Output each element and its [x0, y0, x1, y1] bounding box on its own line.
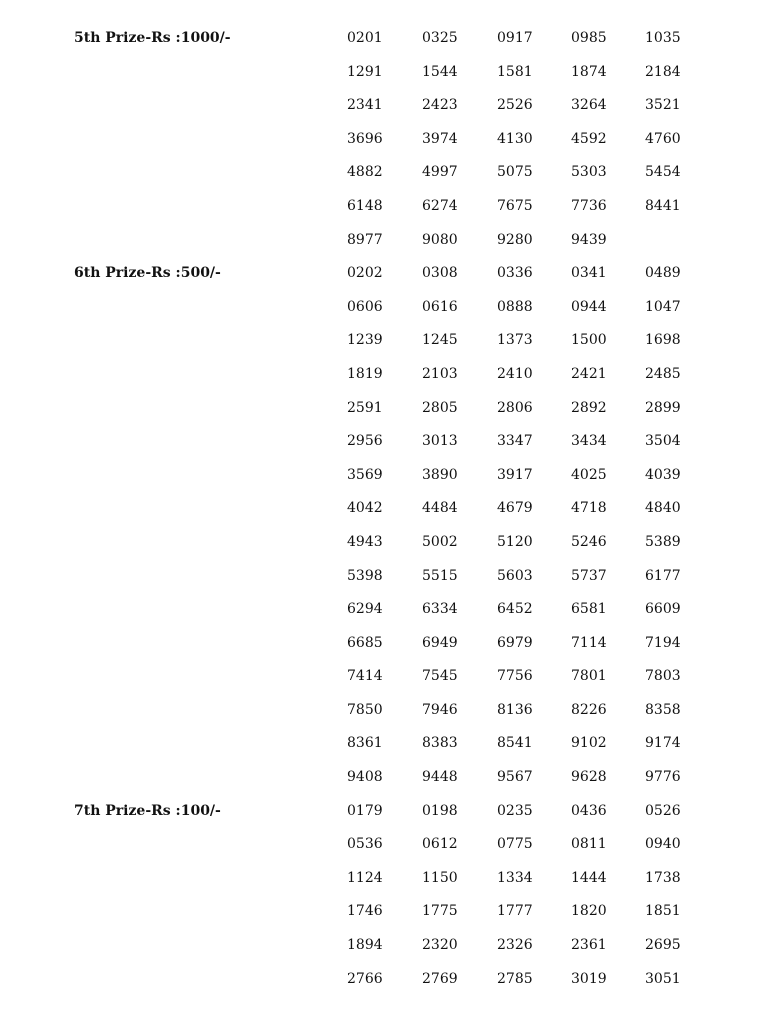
winning-number: 7850	[347, 701, 383, 718]
number-row	[0, 761, 759, 795]
winning-number: 7194	[645, 634, 681, 651]
winning-number: 1698	[645, 332, 681, 349]
winning-number: 0325	[422, 30, 458, 46]
number-row	[0, 560, 759, 594]
number-row	[0, 324, 759, 358]
winning-number: 0944	[571, 298, 607, 315]
winning-number: 3696	[347, 130, 383, 147]
winning-number: 0341	[571, 265, 607, 282]
winning-number: 0940	[645, 836, 681, 853]
winning-number: 3434	[571, 433, 607, 450]
winning-number: 5398	[347, 567, 383, 584]
winning-number: 5603	[497, 567, 533, 584]
winning-number: 3521	[645, 97, 681, 114]
winning-number: 2423	[422, 97, 458, 114]
winning-number: 2695	[645, 937, 681, 954]
winning-number: 8136	[497, 701, 533, 718]
winning-number: 2361	[571, 937, 607, 954]
number-row	[0, 660, 759, 694]
number-row	[0, 627, 759, 661]
winning-number: 6581	[571, 601, 607, 618]
winning-number: 1291	[347, 63, 383, 80]
winning-number: 7736	[571, 197, 607, 214]
winning-number: 2326	[497, 937, 533, 954]
winning-number: 3917	[497, 466, 533, 483]
winning-number: 9408	[347, 769, 383, 786]
winning-number: 4592	[571, 130, 607, 147]
winning-number: 1500	[571, 332, 607, 349]
number-row	[0, 694, 759, 728]
winning-number: 5246	[571, 533, 607, 550]
number-row	[0, 224, 759, 258]
winning-number: 7414	[347, 668, 383, 685]
winning-number: 6609	[645, 601, 681, 618]
winning-number: 7756	[497, 668, 533, 685]
number-row	[0, 526, 759, 560]
winning-number: 3890	[422, 466, 458, 483]
winning-number: 0489	[645, 265, 681, 282]
winning-number: 0811	[571, 836, 607, 853]
winning-number: 6949	[422, 634, 458, 651]
winning-number: 2421	[571, 365, 607, 382]
winning-number: 3504	[645, 433, 681, 450]
winning-number: 1746	[347, 903, 383, 920]
number-row	[0, 123, 759, 157]
prize-section	[0, 257, 759, 795]
winning-number: 2892	[571, 399, 607, 416]
winning-number: 2805	[422, 399, 458, 416]
winning-number: 4760	[645, 130, 681, 147]
winning-number: 0436	[571, 802, 607, 819]
winning-number: 4997	[422, 164, 458, 181]
winning-number: 1820	[571, 903, 607, 920]
winning-number: 7545	[422, 668, 458, 685]
winning-number: 1150	[422, 869, 458, 886]
winning-number: 4025	[571, 466, 607, 483]
winning-number: 7803	[645, 668, 681, 685]
winning-number: 9080	[422, 231, 458, 248]
number-row	[0, 492, 759, 526]
winning-number: 3569	[347, 466, 383, 483]
winning-number: 2785	[497, 970, 533, 987]
winning-number: 2806	[497, 399, 533, 416]
winning-number: 9280	[497, 231, 533, 248]
winning-number: 0336	[497, 265, 533, 282]
winning-number: 8226	[571, 701, 607, 718]
winning-number: 7801	[571, 668, 607, 685]
winning-number: 9439	[571, 231, 607, 248]
number-row	[0, 459, 759, 493]
winning-number: 5737	[571, 567, 607, 584]
winning-number: 0198	[422, 802, 458, 819]
winning-number: 6685	[347, 634, 383, 651]
winning-number: 4840	[645, 500, 681, 517]
winning-number: 1544	[422, 63, 458, 80]
winning-number: 2485	[645, 365, 681, 382]
winning-number: 4042	[347, 500, 383, 517]
winning-number: 5002	[422, 533, 458, 550]
number-row	[0, 392, 759, 426]
winning-number: 3051	[645, 970, 681, 987]
winning-number: 2766	[347, 970, 383, 987]
winning-number: 0308	[422, 265, 458, 282]
winning-number: 1819	[347, 365, 383, 382]
winning-number: 1581	[497, 63, 533, 80]
winning-number: 4130	[497, 130, 533, 147]
number-row	[0, 895, 759, 929]
winning-number: 2103	[422, 365, 458, 382]
number-row	[0, 358, 759, 392]
winning-number: 6452	[497, 601, 533, 618]
winning-number: 3019	[571, 970, 607, 987]
number-row	[0, 89, 759, 123]
winning-number: 8383	[422, 735, 458, 752]
number-row	[0, 828, 759, 862]
number-row	[0, 22, 759, 56]
winning-number: 2320	[422, 937, 458, 954]
winning-number: 1334	[497, 869, 533, 886]
number-row	[0, 291, 759, 325]
winning-number: 7675	[497, 197, 533, 214]
winning-number: 1444	[571, 869, 607, 886]
winning-number: 1894	[347, 937, 383, 954]
winning-number: 0536	[347, 836, 383, 853]
winning-number: 9776	[645, 769, 681, 786]
winning-number: 0202	[347, 265, 383, 282]
winning-number: 5303	[571, 164, 607, 181]
winning-number: 0606	[347, 298, 383, 315]
winning-number: 8441	[645, 197, 681, 214]
winning-number: 1738	[645, 869, 681, 886]
winning-number: 2184	[645, 63, 681, 80]
winning-number: 7114	[571, 634, 607, 651]
winning-number: 5389	[645, 533, 681, 550]
number-row	[0, 425, 759, 459]
winning-number: 1047	[645, 298, 681, 315]
prize-section	[0, 22, 759, 257]
prize-label: 6th Prize-Rs :500/-	[74, 265, 221, 282]
winning-number: 1777	[497, 903, 533, 920]
winning-number: 2341	[347, 97, 383, 114]
number-row	[0, 156, 759, 190]
winning-number: 8541	[497, 735, 533, 752]
winning-number: 3013	[422, 433, 458, 450]
winning-number: 7946	[422, 701, 458, 718]
winning-number: 0917	[497, 30, 533, 46]
winning-number: 8361	[347, 735, 383, 752]
winning-number: 9567	[497, 769, 533, 786]
winning-number: 5120	[497, 533, 533, 550]
number-row	[0, 190, 759, 224]
winning-number: 2591	[347, 399, 383, 416]
number-row	[0, 727, 759, 761]
winning-number: 6294	[347, 601, 383, 618]
winning-number: 9102	[571, 735, 607, 752]
number-row	[0, 593, 759, 627]
winning-number: 4484	[422, 500, 458, 517]
winning-number: 1851	[645, 903, 681, 920]
winning-number: 1874	[571, 63, 607, 80]
number-row	[0, 929, 759, 963]
winning-number: 1373	[497, 332, 533, 349]
winning-number: 2956	[347, 433, 383, 450]
number-row	[0, 795, 759, 829]
winning-number: 4943	[347, 533, 383, 550]
winning-number: 1239	[347, 332, 383, 349]
winning-number: 0616	[422, 298, 458, 315]
prize-results-sheet	[0, 22, 759, 996]
winning-number: 6979	[497, 634, 533, 651]
winning-number: 9448	[422, 769, 458, 786]
winning-number: 5515	[422, 567, 458, 584]
winning-number: 2769	[422, 970, 458, 987]
winning-number: 1245	[422, 332, 458, 349]
winning-number: 0612	[422, 836, 458, 853]
winning-number: 9174	[645, 735, 681, 752]
winning-number: 9628	[571, 769, 607, 786]
winning-number: 3264	[571, 97, 607, 114]
number-row	[0, 963, 759, 997]
winning-number: 0775	[497, 836, 533, 853]
winning-number: 4679	[497, 500, 533, 517]
winning-number: 1035	[645, 30, 681, 46]
winning-number: 0985	[571, 30, 607, 46]
winning-number: 2410	[497, 365, 533, 382]
winning-number: 4882	[347, 164, 383, 181]
winning-number: 4718	[571, 500, 607, 517]
winning-number: 3347	[497, 433, 533, 450]
winning-number: 6177	[645, 567, 681, 584]
prize-section	[0, 795, 759, 997]
winning-number: 0888	[497, 298, 533, 315]
winning-number: 0526	[645, 802, 681, 819]
winning-number: 4039	[645, 466, 681, 483]
winning-number: 1124	[347, 869, 383, 886]
winning-number: 6148	[347, 197, 383, 214]
winning-number: 0235	[497, 802, 533, 819]
winning-number: 8358	[645, 701, 681, 718]
number-row	[0, 257, 759, 291]
winning-number: 6334	[422, 601, 458, 618]
winning-number: 0179	[347, 802, 383, 819]
winning-number: 6274	[422, 197, 458, 214]
winning-number: 8977	[347, 231, 383, 248]
number-row	[0, 56, 759, 90]
winning-number: 5454	[645, 164, 681, 181]
winning-number: 5075	[497, 164, 533, 181]
winning-number: 0201	[347, 30, 383, 46]
winning-number: 2526	[497, 97, 533, 114]
winning-number: 3974	[422, 130, 458, 147]
prize-label: 7th Prize-Rs :100/-	[74, 802, 221, 819]
number-row	[0, 862, 759, 896]
prize-label: 5th Prize-Rs :1000/-	[74, 30, 231, 46]
winning-number: 1775	[422, 903, 458, 920]
winning-number: 2899	[645, 399, 681, 416]
